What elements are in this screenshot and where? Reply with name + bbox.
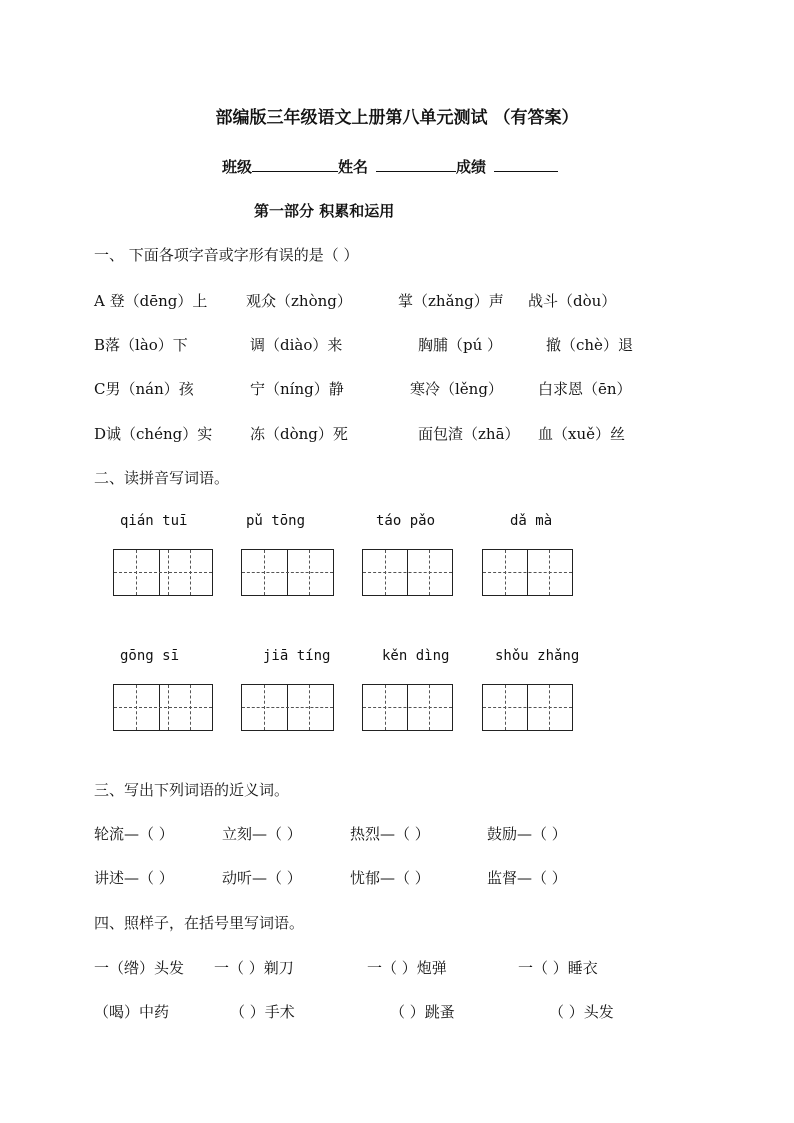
- q1-option-a-3: 掌（zhǎng）声: [398, 292, 504, 310]
- q1-option-c-3: 寒冷（lěng）: [410, 380, 503, 398]
- q1-option-c-1: C男（nán）孩: [94, 380, 194, 398]
- verb-item[interactable]: （ ）头发: [549, 1003, 614, 1021]
- q1-option-a-1: A 登（dēng）上: [94, 292, 208, 310]
- q1-option-b-2: 调（diào）来: [250, 336, 343, 354]
- q1-option-b-4: 撤（chè）退: [546, 336, 633, 354]
- writing-grid[interactable]: [482, 549, 573, 596]
- page-title: 部编版三年级语文上册第八单元测试 （有答案）: [215, 108, 579, 128]
- q1-option-d-2: 冻（dòng）死: [250, 425, 348, 443]
- q1-option-b-3: 胸脯（pú ）: [418, 336, 503, 354]
- writing-grid[interactable]: [241, 549, 334, 596]
- pinyin-gong-si: gōng sī: [120, 648, 180, 664]
- synonym-item[interactable]: 监督—（ ）: [487, 869, 567, 887]
- pinyin-pu-tong: pǔ tōng: [246, 513, 306, 529]
- writing-grid[interactable]: [362, 549, 453, 596]
- q1-option-d-1: D诚（chéng）实: [94, 425, 213, 443]
- synonym-item[interactable]: 立刻—（ ）: [222, 825, 302, 843]
- score-blank[interactable]: [494, 157, 558, 172]
- writing-grid[interactable]: [113, 549, 213, 596]
- synonym-item[interactable]: 轮流—（ ）: [94, 825, 174, 843]
- q1-option-c-4: 白求恩（ēn）: [538, 380, 632, 398]
- q1-option-d-3: 面包渣（zhā）: [418, 425, 520, 443]
- pinyin-qian-tui: qián tuī: [120, 513, 188, 529]
- pinyin-da-ma: dǎ mà: [510, 513, 553, 529]
- q3-heading: 三、写出下列词语的近义词。: [94, 781, 290, 799]
- synonym-item[interactable]: 鼓励—（ ）: [487, 825, 567, 843]
- q1-option-a-4: 战斗（dòu）: [528, 292, 617, 310]
- synonym-item[interactable]: 动听—（ ）: [222, 869, 302, 887]
- synonym-item[interactable]: 讲述—（ ）: [94, 869, 174, 887]
- measure-word-item[interactable]: 一（ ）睡衣: [518, 959, 598, 977]
- q1-option-c-2: 宁（níng）静: [250, 380, 344, 398]
- writing-grid[interactable]: [113, 684, 213, 731]
- score-label: 成绩: [456, 158, 487, 176]
- measure-word-item[interactable]: 一（ ）剃刀: [214, 959, 294, 977]
- name-blank[interactable]: [376, 157, 456, 172]
- q4-heading: 四、照样子，在括号里写词语。: [94, 914, 305, 932]
- q1-option-b-1: B落（lào）下: [94, 336, 188, 354]
- class-blank[interactable]: [252, 157, 338, 172]
- pinyin-shou-zhang: shǒu zhǎng: [495, 648, 580, 664]
- q1-option-a-2: 观众（zhòng）: [246, 292, 352, 310]
- name-label: 姓名: [338, 158, 369, 176]
- verb-example: （喝）中药: [94, 1003, 170, 1021]
- class-label: 班级: [222, 158, 253, 176]
- synonym-item[interactable]: 忧郁—（ ）: [350, 869, 430, 887]
- verb-item[interactable]: （ ）手术: [230, 1003, 295, 1021]
- pinyin-jia-ting: jiā tíng: [263, 648, 331, 664]
- q1-option-d-4: 血（xuě）丝: [538, 425, 625, 443]
- part-one-heading: 第一部分 积累和运用: [254, 202, 395, 220]
- writing-grid[interactable]: [241, 684, 334, 731]
- writing-grid[interactable]: [482, 684, 573, 731]
- measure-word-item[interactable]: 一（ ）炮弹: [367, 959, 447, 977]
- pinyin-ken-ding: kěn dìng: [382, 648, 450, 664]
- writing-grid[interactable]: [362, 684, 453, 731]
- pinyin-tao-pao: táo pǎo: [376, 513, 436, 529]
- q2-heading: 二、读拼音写词语。: [94, 469, 230, 487]
- verb-item[interactable]: （ ）跳蚤: [390, 1003, 455, 1021]
- measure-word-example: 一（绺）头发: [94, 959, 185, 977]
- q1-heading: 一、 下面各项字音或字形有误的是（ ）: [94, 246, 359, 264]
- synonym-item[interactable]: 热烈—（ ）: [350, 825, 430, 843]
- student-info-line: [222, 156, 558, 177]
